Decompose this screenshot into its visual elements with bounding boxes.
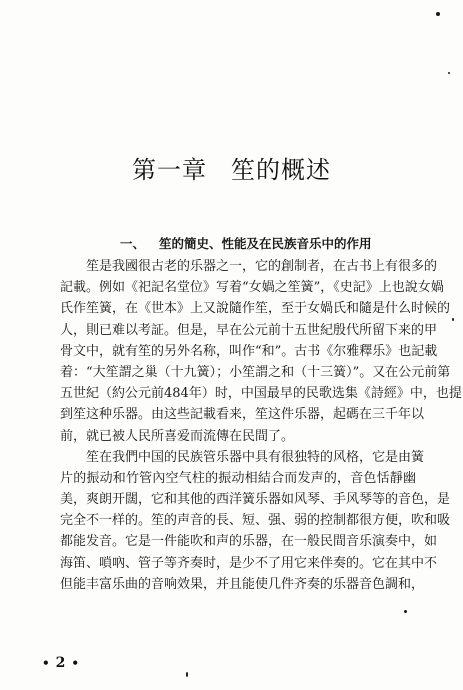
paragraph-line: 記載。例如《祀記名堂位》写着“女媧之笙簧”，《史記》上也說女媧: [60, 280, 444, 296]
scan-speck: [436, 12, 440, 16]
paragraph-line: 前，就已被人民所喜爱而流傳在民間了。: [60, 428, 295, 444]
bullet-right: •: [71, 656, 80, 670]
paragraph-line: 美，爽朗开闊，它和其他的西洋簧乐器如风琴、手风琴等的音色，是: [60, 492, 451, 508]
scan-speck: [186, 672, 188, 677]
section-title: 笙的簡史、性能及在民族音乐中的作用: [159, 236, 372, 251]
bullet-left: •: [42, 656, 50, 670]
scan-speck: [404, 610, 407, 613]
chapter-number: 第一章: [132, 156, 207, 184]
paragraph-line: 都能发音。它是一件能吹和声的乐器，在一般民間音乐演奏中，如: [60, 534, 438, 550]
paragraph-line: 片的振动和竹管內空气柱的振动相結合而发声的，音色恬靜幽: [60, 470, 416, 486]
paragraph-line: 骨文中，就有笙的另外名称，叫作“和”。古书《尔雅釋乐》也記載: [60, 343, 438, 359]
section-heading: [120, 234, 372, 252]
body-text: [60, 256, 462, 595]
page-number-value: 2: [55, 655, 66, 671]
paragraph-line: 人，則已难以考証。但是，早在公元前十五世紀殷代所留下来的甲: [60, 322, 438, 338]
paragraph-line: 笙是我國很古老的乐器之一，它的創制者，在古书上有很多的: [86, 259, 438, 274]
page-number: [36, 655, 85, 671]
paragraph-line: 海笛、嗩吶、管子等齐奏时，是少不了用它来伴奏的。它在其中不: [60, 555, 438, 571]
paragraph-line: 着：“大笙謂之巢（十九簧）；小笙謂之和（十三簧）”。又在公元前第: [60, 364, 451, 380]
paragraph-line: 五世紀（約公元前484年）时，中国最早的民歌选集《詩經》中，也提: [60, 386, 462, 402]
scan-speck: [452, 318, 454, 321]
paragraph-line: 但能丰富乐曲的音响效果，并且能使几件齐奏的乐器音色調和，: [60, 576, 425, 592]
paragraph-line: 氏作笙簧，在《世本》上又說隨作笙，至于女媧氏和隨是什么时候的: [60, 301, 451, 317]
chapter-title: [0, 150, 463, 185]
paragraph-line: 完全不一样的。笙的声音的長、短、强、弱的控制都很方便，吹和吸: [60, 513, 451, 529]
paragraph-line: 笙在我們中国的民族管乐器中具有很独特的风格，它是由簧: [86, 449, 425, 465]
section-number: 一、: [120, 236, 146, 251]
scan-speck: [448, 72, 450, 74]
chapter-name: 笙的概述: [231, 156, 331, 184]
paragraph-line: 到笙这种乐器。由这些記載看来，笙这件乐器，起碼在三千年以: [60, 407, 425, 423]
